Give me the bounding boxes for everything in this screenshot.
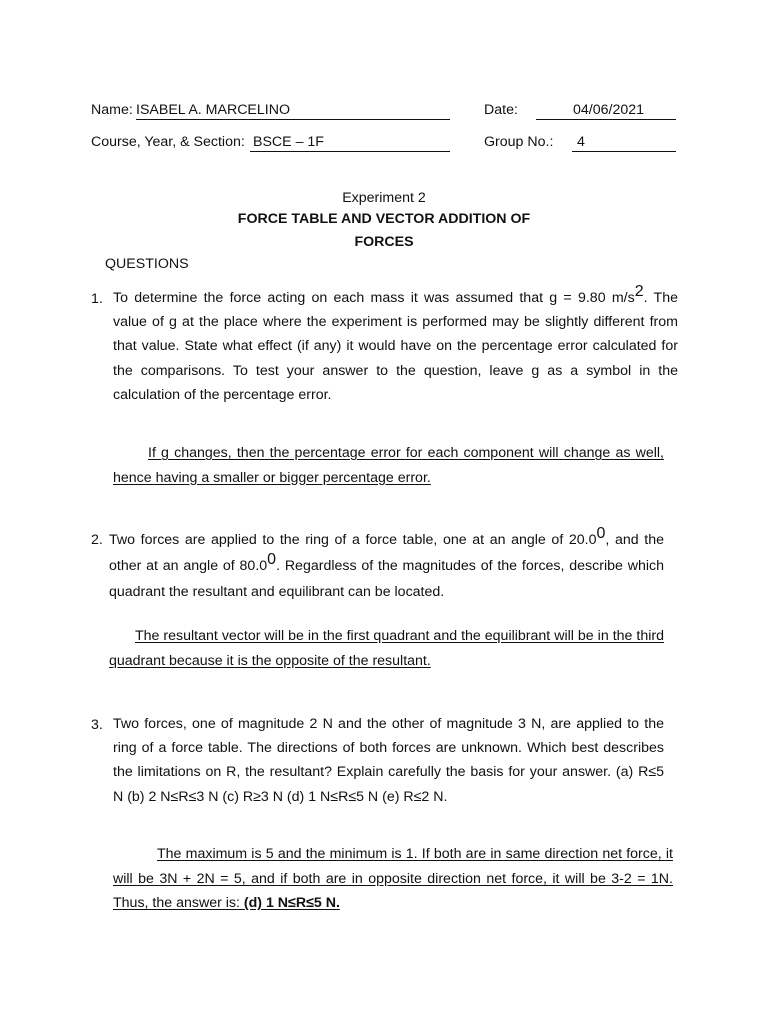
name-value: ISABEL A. MARCELINO [136, 102, 291, 118]
date-value: 04/06/2021 [573, 102, 645, 118]
date-field [536, 102, 676, 120]
title-line-1: FORCE TABLE AND VECTOR ADDITION OF [237, 211, 531, 227]
question-2-text: Two forces are applied to the ring of a force table, one at an angle of 20.0$^0$, and the other at an angle of 80.0$^0$. Regardless of the magnitudes of the forces, describe which quadrant the resultant and equilibrant can be located. [109, 525, 664, 600]
answer-3: The maximum is 5 and the minimum is 1. If both are in same direction net force, it will be 3N + 2N = 5, and if both are in opposite direction net force, it will be 3-2 = 1N. Thus, the answer is: (d) 1 N≤R≤5 N. [113, 846, 673, 911]
answer-3-choice: (d) 1 N≤R≤5 N. [243, 895, 340, 911]
date-label: Date: [484, 102, 518, 118]
question-3-number: 3. [91, 717, 103, 733]
title-line-2: FORCES [354, 234, 414, 250]
answer-2: The resultant vector will be in the first quadrant and the equilibrant will be in the third quadrant because it is the opposite of the resultant. [109, 628, 664, 669]
group-field [572, 134, 676, 152]
experiment-label: Experiment 2 [342, 190, 426, 206]
questions-heading: QUESTIONS [105, 256, 189, 272]
group-label: Group No.: [484, 134, 554, 150]
course-field [250, 134, 450, 152]
group-value: 4 [577, 134, 585, 150]
question-1-text: To determine the force acting on each mass it was assumed that g = 9.80 $m/s^2$. The value of g at the place where the experiment is performed may be slightly different from that value. State what effect (if any) it would have on the percentage error calculated for the comparisons. To test your answer to the question, leave g as a symbol in the calculation of the percentage error. [113, 283, 678, 403]
question-3-text: Two forces, one of magnitude 2 N and the other of magnitude 3 N, are applied to the ring of a force table. The directions of both forces are unknown. Which best describes the limitations on R, the resultant? Explain carefully the basis for your answer. (a) R≤5 N (b) 2 N≤R≤3 N (c) R≥3 N (d) 1 N≤R≤5 N (e) R≤2 N. [113, 716, 664, 805]
answer-1: If g changes, then the percentage error for each component will change as well, hence having a smaller or bigger percentage error. [113, 445, 664, 486]
course-label: Course, Year, & Section: [91, 134, 245, 150]
question-2-number: 2. [91, 532, 103, 548]
name-field [136, 102, 450, 120]
name-label: Name: [91, 102, 133, 118]
course-value: BSCE – 1F [253, 134, 324, 150]
question-1-number: 1. [91, 291, 103, 307]
